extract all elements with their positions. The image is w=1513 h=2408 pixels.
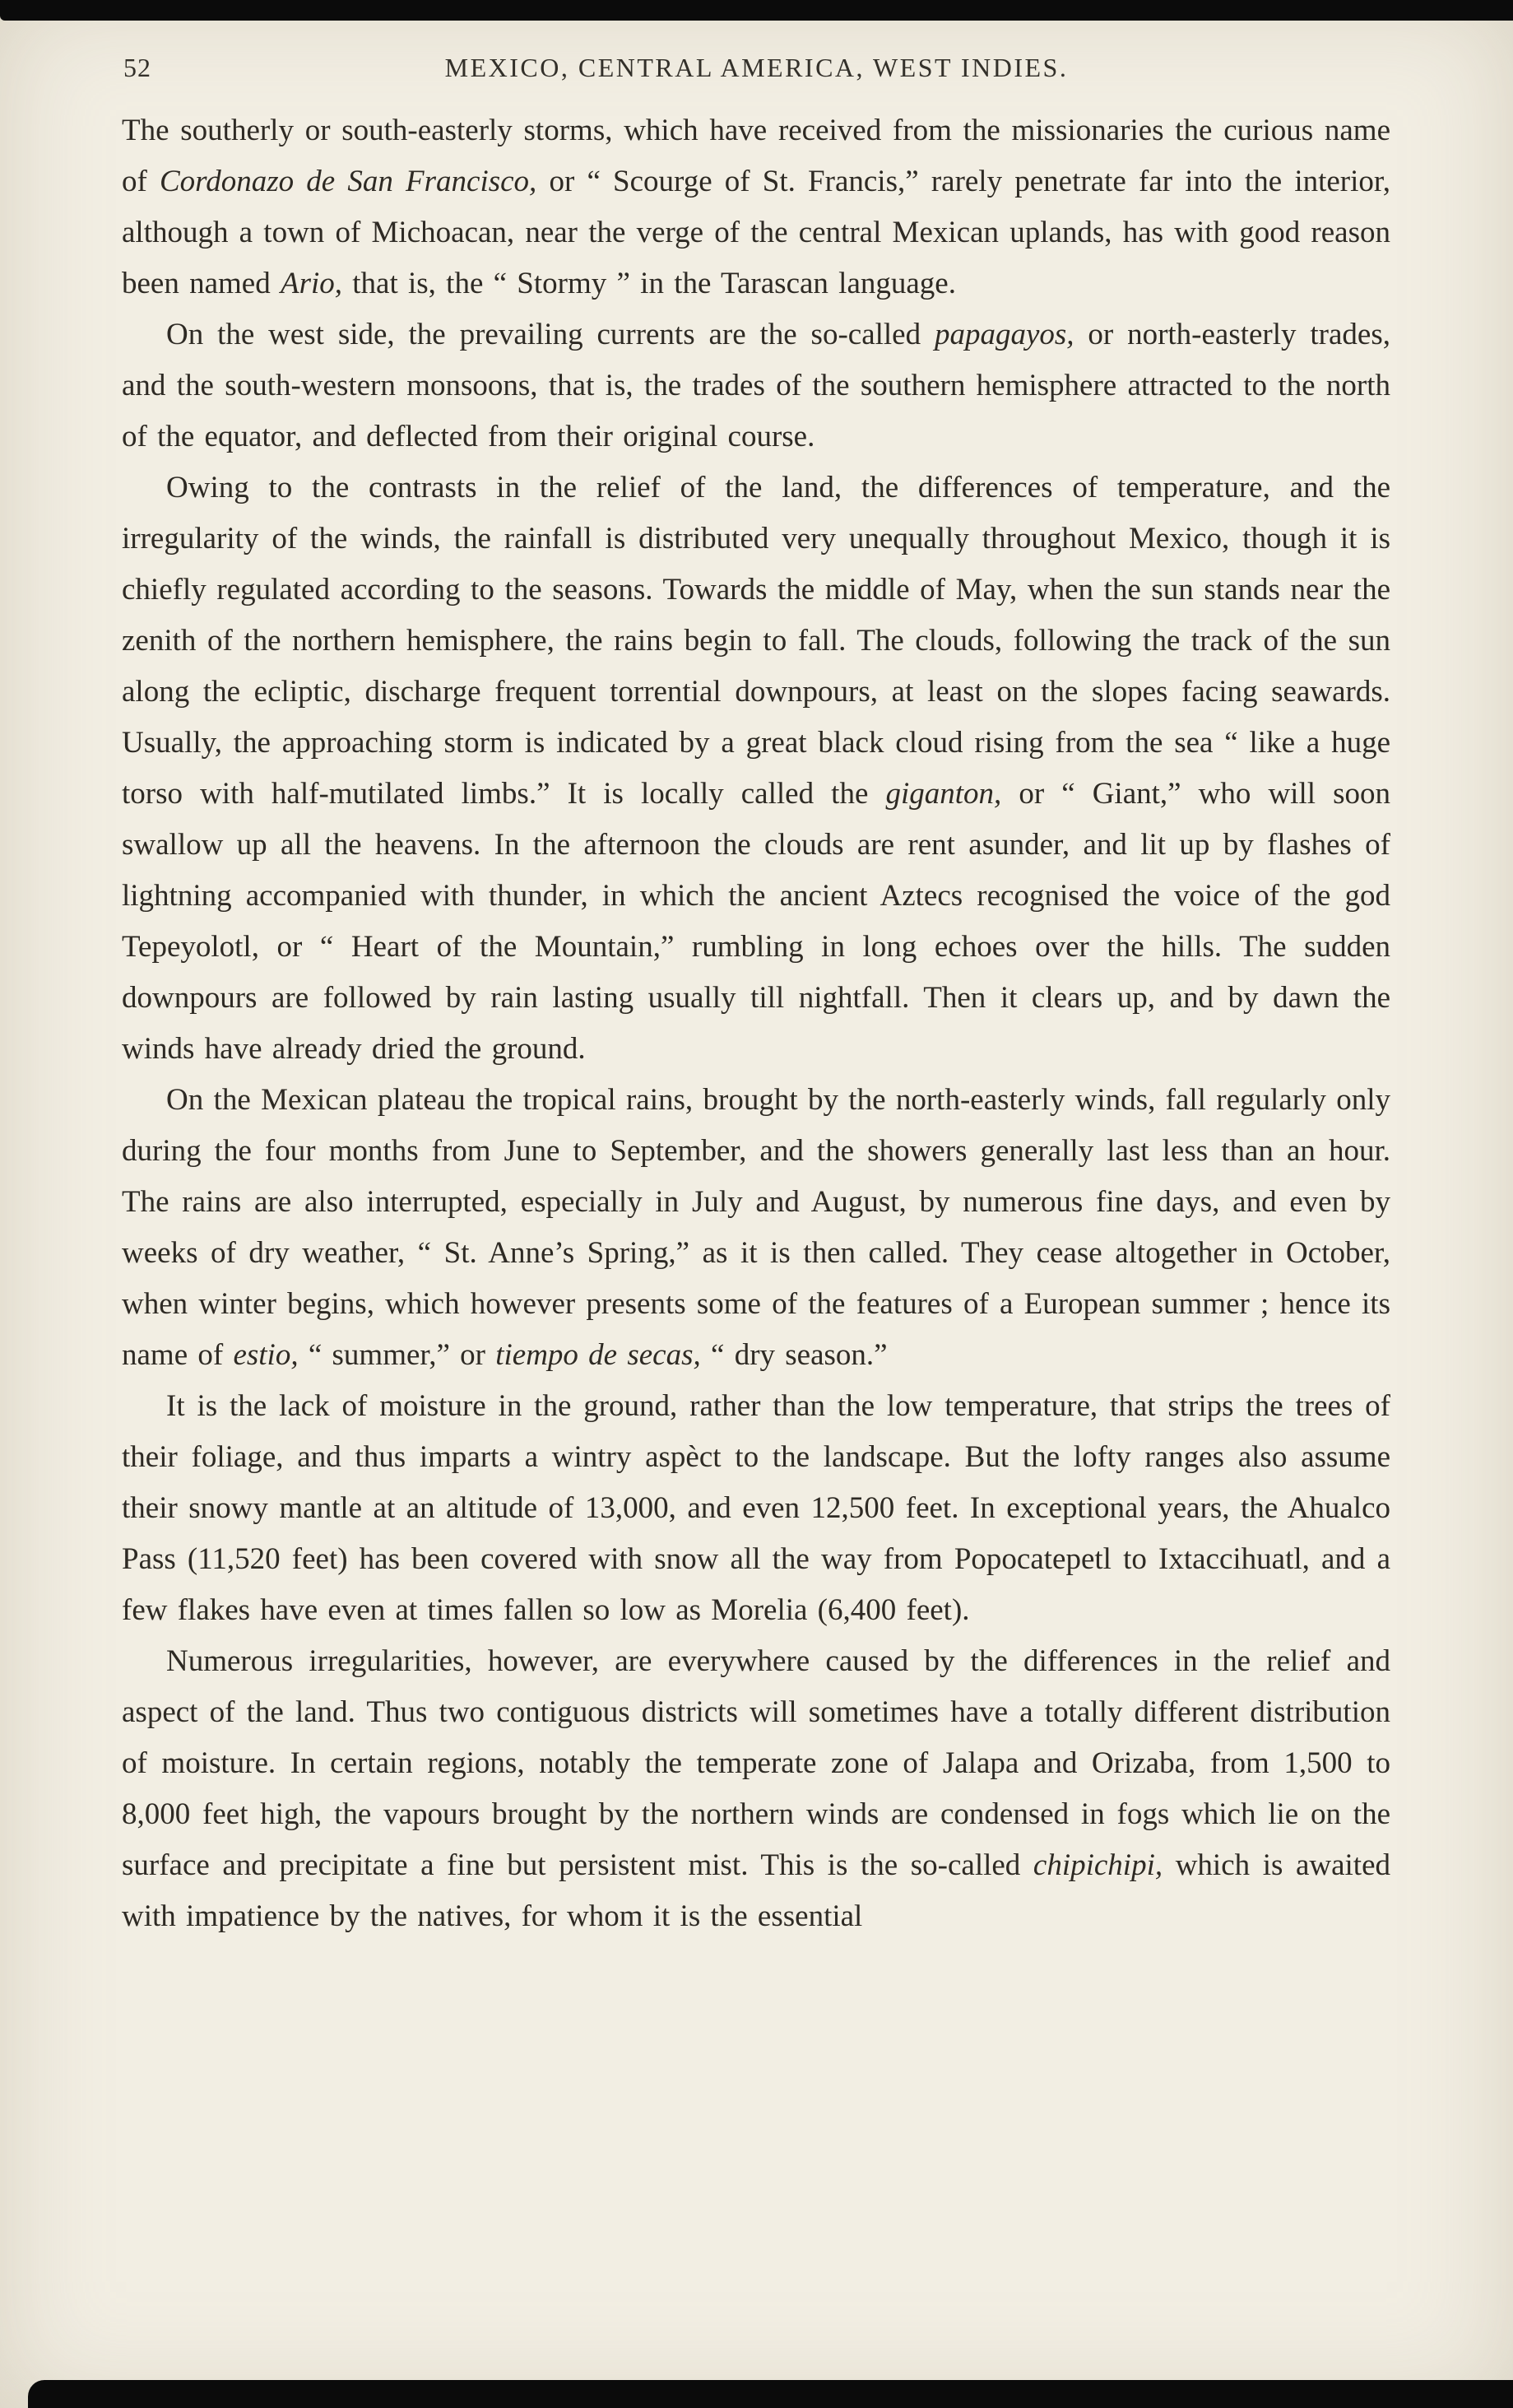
scan-artifact-top: [0, 0, 1513, 21]
text-segment: which is awaited with impatience by the natives, for whom it is the essential: [122, 1848, 1390, 1933]
page-header: [122, 53, 1391, 89]
italic-text-segment: Cordonazo de San Francisco,: [160, 165, 537, 198]
italic-text-segment: chipichipi,: [1033, 1848, 1163, 1882]
paragraph: [122, 105, 1390, 309]
italic-text-segment: Ario,: [280, 267, 343, 300]
paragraph: [122, 1636, 1390, 1942]
text-segment: On the west side, the prevailing currents are the so-called: [166, 318, 935, 351]
running-header-title: MEXICO, CENTRAL AMERICA, WEST INDIES.: [444, 53, 1069, 82]
text-segment: or “ Giant,” who will soon swallow up all the heavens. In the afternoon the clouds are rent asunder, and lit up by flashes of lightning accompanied with thunder, in which the ancient Aztecs recognised the voice of the god Tepeyolotl, or “ Heart of the Mountain,” rumbling in long echoes over the hills. The sudden downpours are followed by rain lasting usually till nightfall. Then it clears up, and by dawn the winds have already dried the ground.: [122, 777, 1390, 1066]
paragraph: [122, 463, 1390, 1075]
italic-text-segment: giganton,: [885, 777, 1002, 811]
italic-text-segment: tiempo de secas,: [495, 1338, 701, 1372]
text-segment: or “ Scourge of St. Francis,” rarely penetrate far into the interior, although a town of Michoacan, near the verge of the central Mexican uplands, has with good reason been named: [122, 165, 1390, 300]
paragraph: [122, 1075, 1390, 1381]
text-segment: On the Mexican plateau the tropical rains, brought by the north-easterly winds, fall regularly only during the four months from June to September, and the showers generally last less than an hour. The rains are also interrupted, especially in July and August, by numerous fine days, and even by weeks of dry weather, “ St. Anne’s Spring,” as it is then called. They cease altogether in October, when winter begins, which however presents some of the features of a European summer ; hence its name of: [122, 1083, 1390, 1372]
text-segment: It is the lack of moisture in the ground, rather than the low temperature, that strips the trees of their foliage, and thus imparts a wintry aspèct to the landscape. But the lofty ranges also assume their snowy mantle at an altitude of 13,000, and even 12,500 feet. In exceptional years, the Ahualco Pass (11,520 feet) has been covered with snow all the way from Popocatepetl to Ixtaccihuatl, and a few flakes have even at times fallen so low as Morelia (6,400 feet).: [122, 1389, 1390, 1627]
text-segment: “ dry season.”: [700, 1338, 888, 1372]
text-segment: The southerly or south-easterly storms, which have received from the missionaries the curious name of: [122, 114, 1390, 198]
text-segment: Owing to the contrasts in the relief of the land, the differences of temperature, and the irregularity of the winds, the rainfall is distributed very unequally throughout Mexico, though it is chiefly regulated according to the seasons. Towards the middle of May, when the sun stands near the zenith of the northern hemisphere, the rains begin to fall. The clouds, following the track of the sun along the ecliptic, discharge frequent torrential downpours, at least on the slopes facing seawards. Usually, the approaching storm is indicated by a great black cloud rising from the sea “ like a huge torso with half-mutilated limbs.” It is locally called the: [122, 471, 1390, 811]
paragraph: [122, 309, 1390, 463]
page-body: [122, 105, 1390, 1942]
italic-text-segment: estio,: [233, 1338, 299, 1372]
text-segment: Numerous irregularities, however, are everywhere caused by the differences in the relief and aspect of the land. Thus two contiguous districts will sometimes have a totally different distribution of moisture. In certain regions, notably the temperate zone of Jalapa and Orizaba, from 1,500 to 8,000 feet high, the vapours brought by the northern winds are condensed in fogs which lie on the surface and precipitate a fine but persistent mist. This is the so-called: [122, 1644, 1390, 1882]
italic-text-segment: papagayos,: [934, 318, 1074, 351]
scan-artifact-bottom: [28, 2380, 1513, 2408]
page-number: 52: [123, 53, 151, 82]
text-segment: that is, the “ Stormy ” in the Tarascan language.: [342, 267, 956, 300]
text-segment: or north-easterly trades, and the south-western monsoons, that is, the trades of the southern hemisphere attracted to the north of the equator, and deflected from their original course.: [122, 318, 1390, 453]
paragraph: [122, 1381, 1390, 1636]
text-segment: “ summer,” or: [298, 1338, 496, 1372]
